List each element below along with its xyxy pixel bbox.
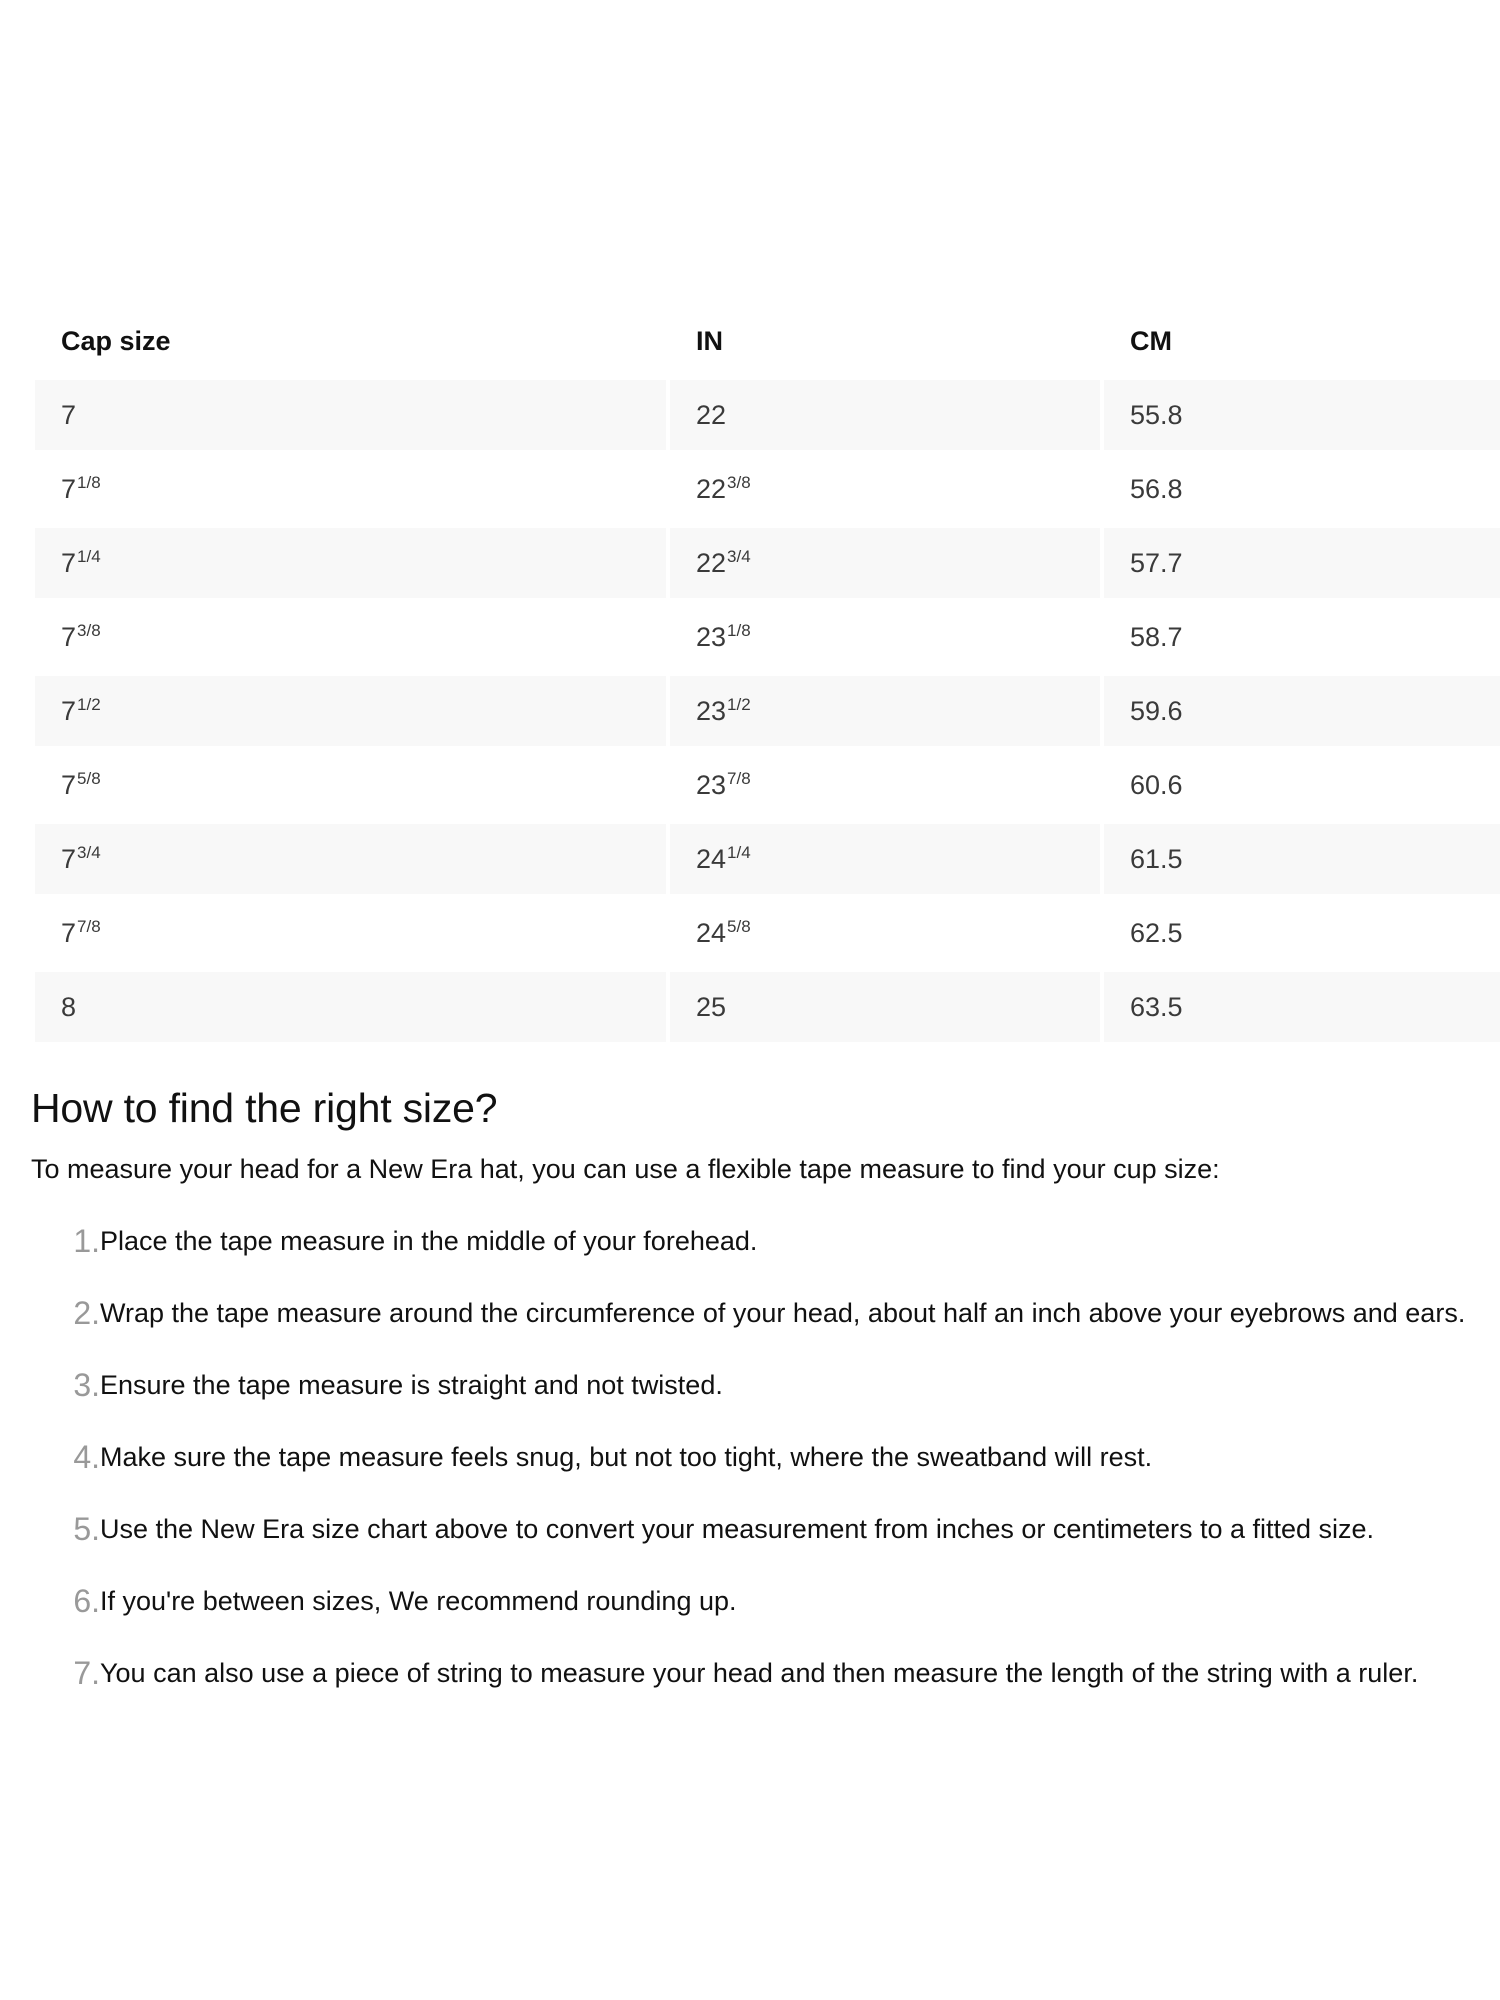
cm-cell: 58.7 bbox=[1104, 602, 1500, 672]
table-row bbox=[35, 454, 1500, 524]
step-text: Use the New Era size chart above to convert your measurement from inches or centimeters to a fitted size. bbox=[100, 1513, 1375, 1544]
step-number: 2. bbox=[73, 1294, 100, 1331]
table-row bbox=[35, 972, 1500, 1042]
size-chart-table bbox=[31, 302, 1500, 1046]
cap-size-cell: $7^{1/2}$ bbox=[35, 676, 666, 746]
cm-cell: 59.6 bbox=[1104, 676, 1500, 746]
table-row bbox=[35, 824, 1500, 894]
step-text: Ensure the tape measure is straight and not twisted. bbox=[100, 1369, 723, 1400]
header-cm: CM bbox=[1130, 325, 1172, 356]
step-number: 5. bbox=[73, 1510, 100, 1547]
table-row bbox=[35, 528, 1500, 598]
inches-cell: 22 bbox=[670, 380, 1100, 450]
step-number: 4. bbox=[73, 1438, 100, 1475]
cap-size-cell: $7^{3/4}$ bbox=[35, 824, 666, 894]
guide-title: How to find the right size? bbox=[31, 1085, 498, 1131]
steps-list bbox=[31, 1205, 1500, 1709]
cm-cell: 56.8 bbox=[1104, 454, 1500, 524]
inches-cell: $22^{3/8}$ bbox=[670, 454, 1100, 524]
list-item bbox=[31, 1277, 1500, 1349]
cm-cell: 57.7 bbox=[1104, 528, 1500, 598]
header-cap-size: Cap size bbox=[61, 325, 171, 356]
table-header-row bbox=[35, 306, 1500, 376]
table-row bbox=[35, 602, 1500, 672]
step-number: 7. bbox=[73, 1654, 100, 1691]
list-item bbox=[31, 1421, 1500, 1493]
inches-cell: $23^{1/2}$ bbox=[670, 676, 1100, 746]
cap-size-cell: 7 bbox=[35, 380, 666, 450]
guide-intro: To measure your head for a New Era hat, you can use a flexible tape measure to find your cup size: bbox=[31, 1154, 1220, 1184]
cm-cell: 62.5 bbox=[1104, 898, 1500, 968]
table-row bbox=[35, 380, 1500, 450]
inches-cell: $23^{7/8}$ bbox=[670, 750, 1100, 820]
step-number: 1. bbox=[73, 1222, 100, 1259]
step-number: 6. bbox=[73, 1582, 100, 1619]
list-item bbox=[31, 1637, 1500, 1709]
list-item bbox=[31, 1205, 1500, 1277]
list-item bbox=[31, 1349, 1500, 1421]
table-row bbox=[35, 750, 1500, 820]
step-text: If you're between sizes, We recommend rounding up. bbox=[100, 1585, 737, 1616]
cap-size-cell: $7^{5/8}$ bbox=[35, 750, 666, 820]
step-number: 3. bbox=[73, 1366, 100, 1403]
cap-size-cell: $7^{3/8}$ bbox=[35, 602, 666, 672]
inches-cell: $23^{1/8}$ bbox=[670, 602, 1100, 672]
inches-cell: $22^{3/4}$ bbox=[670, 528, 1100, 598]
size-guide-section bbox=[31, 1085, 1500, 1709]
inches-cell: $24^{1/4}$ bbox=[670, 824, 1100, 894]
cm-cell: 63.5 bbox=[1104, 972, 1500, 1042]
cm-cell: 55.8 bbox=[1104, 380, 1500, 450]
cm-cell: 60.6 bbox=[1104, 750, 1500, 820]
header-in: IN bbox=[696, 325, 723, 356]
table-row bbox=[35, 898, 1500, 968]
table-row bbox=[35, 676, 1500, 746]
inches-cell: 25 bbox=[670, 972, 1100, 1042]
list-item bbox=[31, 1565, 1500, 1637]
step-text: Make sure the tape measure feels snug, but not too tight, where the sweatband will rest. bbox=[100, 1441, 1153, 1472]
step-text: You can also use a piece of string to measure your head and then measure the length of the string with a ruler. bbox=[100, 1657, 1419, 1688]
cap-size-cell: 8 bbox=[35, 972, 666, 1042]
step-text: Wrap the tape measure around the circumference of your head, about half an inch above your eyebrows and ears. bbox=[100, 1297, 1466, 1328]
cap-size-cell: $7^{7/8}$ bbox=[35, 898, 666, 968]
step-text: Place the tape measure in the middle of your forehead. bbox=[100, 1225, 758, 1256]
cap-size-cell: $7^{1/8}$ bbox=[35, 454, 666, 524]
inches-cell: $24^{5/8}$ bbox=[670, 898, 1100, 968]
list-item bbox=[31, 1493, 1500, 1565]
cm-cell: 61.5 bbox=[1104, 824, 1500, 894]
cap-size-cell: $7^{1/4}$ bbox=[35, 528, 666, 598]
